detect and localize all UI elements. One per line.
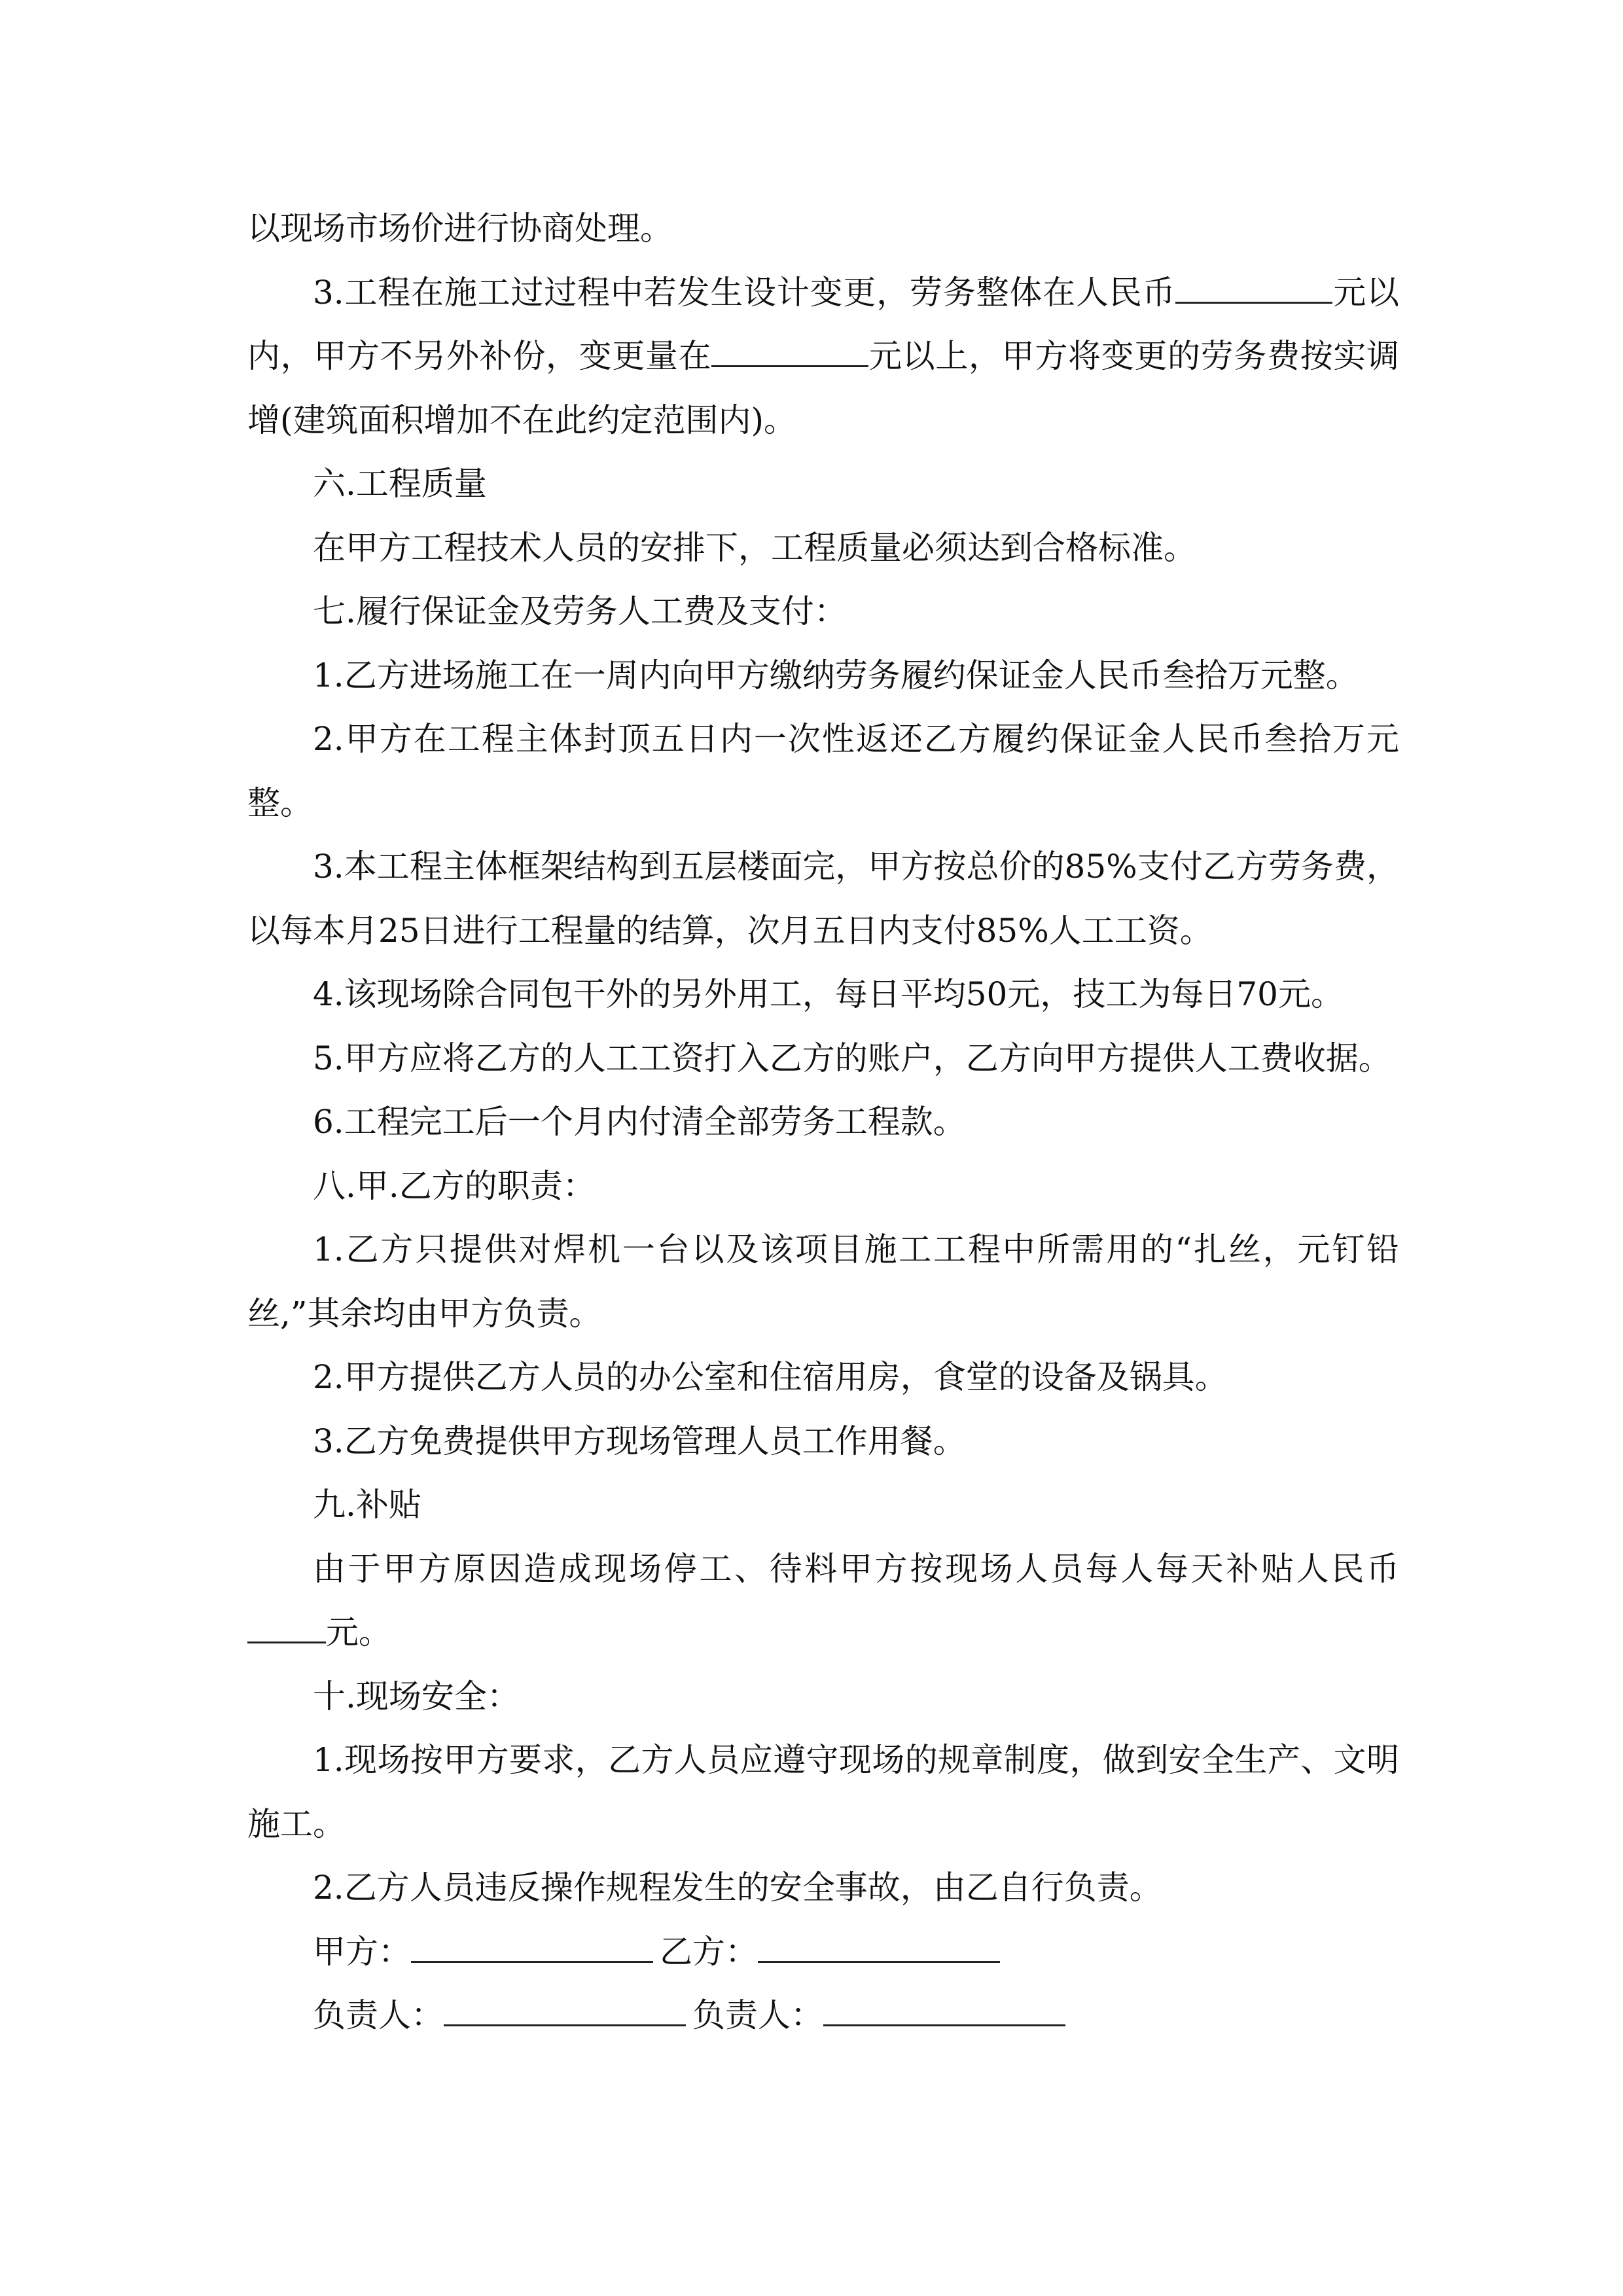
manager-b-signature-line[interactable] bbox=[823, 1998, 1065, 2026]
party-b-signature-line[interactable] bbox=[758, 1935, 1000, 1963]
clause-subsidy bbox=[247, 1537, 1399, 1665]
clause-duties-3: 3.乙方免费提供甲方现场管理人员工作用餐。 bbox=[313, 1422, 966, 1460]
clause-duties-2: 2.甲方提供乙方人员的办公室和住宿用房，食堂的设备及锅具。 bbox=[313, 1358, 1228, 1396]
clause-safety-1: 1.现场按甲方要求，乙方人员应遵守现场的规章制度，做到安全生产、文明施工。 bbox=[247, 1741, 1399, 1843]
clause-safety-2: 2.乙方人员违反操作规程发生的安全事故，由乙自行负责。 bbox=[313, 1869, 1162, 1907]
subsidy-amount-blank[interactable] bbox=[247, 1615, 326, 1643]
manager-a-label: 负责人： bbox=[313, 1996, 444, 2034]
manager-b-label: 负责人： bbox=[692, 1996, 823, 2034]
amount-blank-2[interactable] bbox=[711, 339, 868, 367]
section-heading-subsidy: 九.补贴 bbox=[313, 1486, 421, 1524]
party-b-label: 乙方： bbox=[660, 1932, 758, 1971]
clause-duties-1: 1.乙方只提供对焊机一台以及该项目施工工程中所需用的“扎丝，元钉铅丝,”其余均由甲方负责。 bbox=[247, 1230, 1399, 1333]
clause-payment-3: 3.本工程主体框架结构到五层楼面完，甲方按总价的85%支付乙方劳务费，以每本月25日进行工程量的结算，次月五日内支付85%人工工资。 bbox=[247, 848, 1399, 950]
section-heading-payment: 七.履行保证金及劳务人工费及支付： bbox=[313, 592, 847, 630]
clause-payment-2: 2.甲方在工程主体封顶五日内一次性返还乙方履约保证金人民币叁拾万元整。 bbox=[247, 720, 1399, 822]
paragraph-quality: 在甲方工程技术人员的安排下，工程质量必须达到合格标准。 bbox=[313, 528, 1196, 567]
clause-payment-4: 4.该现场除合同包干外的另外用工，每日平均50元，技工为每日70元。 bbox=[313, 975, 1344, 1013]
clause-subsidy-part2: 元。 bbox=[326, 1613, 391, 1651]
clause-payment-6: 6.工程完工后一个月内付清全部劳务工程款。 bbox=[313, 1103, 966, 1141]
clause-design-change-part2: 元以内，甲方不另外补份，变更量在 bbox=[247, 273, 1399, 375]
section-heading-safety: 十.现场安全： bbox=[313, 1677, 520, 1715]
document-body bbox=[247, 197, 1399, 2048]
manager-a-signature-line[interactable] bbox=[444, 1998, 686, 2026]
party-a-signature-line[interactable] bbox=[411, 1935, 653, 1963]
party-a-label: 甲方： bbox=[313, 1932, 411, 1971]
party-signature-row bbox=[247, 1920, 1399, 1984]
clause-payment-1: 1.乙方进场施工在一周内向甲方缴纳劳务履约保证金人民币叁拾万元整。 bbox=[313, 656, 1359, 694]
clause-design-change-part1: 3.工程在施工过过程中若发生设计变更，劳务整体在人民币 bbox=[313, 273, 1176, 312]
clause-design-change-part3: 元以上，甲方将变更的劳务费按实调增(建筑面积增加不在此约定范围内)。 bbox=[247, 337, 1400, 439]
amount-blank-1[interactable] bbox=[1175, 276, 1332, 304]
clause-payment-5: 5.甲方应将乙方的人工工资打入乙方的账户，乙方向甲方提供人工费收据。 bbox=[313, 1039, 1391, 1077]
clause-design-change bbox=[247, 261, 1399, 453]
clause-subsidy-part1: 由于甲方原因造成现场停工、待料甲方按现场人员每人每天补贴人民币 bbox=[313, 1549, 1399, 1588]
paragraph-continuation: 以现场市场价进行协商处理。 bbox=[247, 209, 673, 247]
section-heading-quality: 六.工程质量 bbox=[313, 465, 487, 503]
section-heading-duties: 八.甲.乙方的职责： bbox=[313, 1166, 596, 1205]
manager-signature-row bbox=[247, 1984, 1399, 2048]
